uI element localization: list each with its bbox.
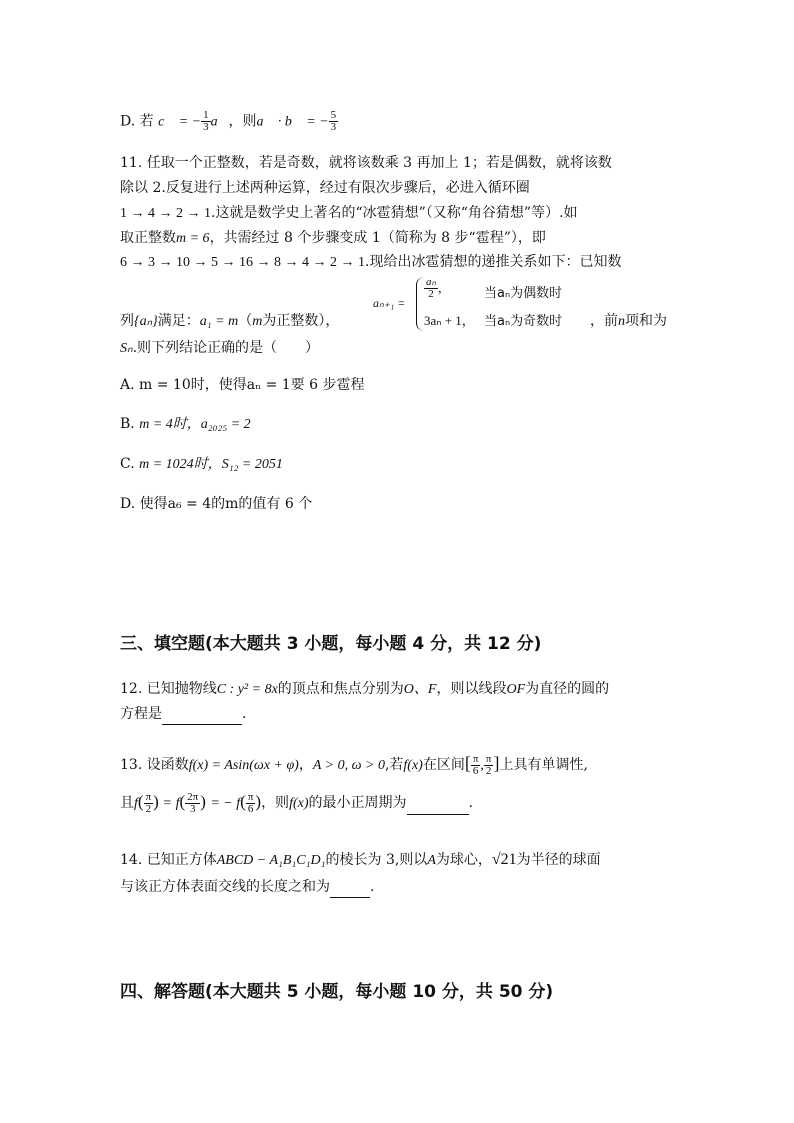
math-expr: a⃗ · b⃗ = − [256,114,329,130]
text: 列 [120,313,134,329]
q11-line2: 除以 2.反复进行上述两种运算，经过有限次步骤后，必进入循环圈 [120,180,530,196]
text: 方程是 [120,706,162,722]
answer-blank[interactable] [162,710,242,725]
math-expr: = [163,796,172,811]
text: 的最小正周期为 [308,795,407,811]
text: ，则以线段 [436,681,507,697]
recurrence-cond-2: 当aₙ为奇数时 [484,314,563,329]
recurrence-case-2: 3aₙ + 1， [424,313,475,328]
text: 14. 已知正方体 [120,852,217,868]
math-expr: f [134,796,138,811]
option-label: D. 若 [120,113,154,130]
fraction-denominator: 3 [330,121,337,133]
fraction-denominator: 2 [485,764,492,777]
fraction-numerator: π [472,752,479,765]
math-expr: m [252,314,263,329]
fraction-numerator: 2π [187,790,199,803]
section-4-heading: 四、解答题(本大题共 5 小题，每小题 10 分，共 50 分) [120,982,554,1002]
math-expr: S₁₂ = 2051 [221,457,283,472]
math-expr: 6 → 3 → 10 → 5 → 16 → 8 → 4 → 2 → 1 [120,255,365,270]
text: ， [437,281,450,295]
text: .现给出冰雹猜想的递推关系如下：已知数 [365,254,622,270]
text: . [242,706,247,722]
math-expr: f(x) = Asin(ωx + φ) [188,758,299,773]
q14-line2 [120,876,374,898]
fraction-numerator: 1 [203,109,209,121]
q13-line1: 13. 设函数f(x) = Asin(ωx + φ)，A > 0, ω > 0,若f(x)在区间[ $\frac{\pi}{6}$ , $\frac{\pi}{2}$ ]上具有单调性, [120,752,588,777]
math-expr: O、F [403,682,437,697]
text: 13. 设函数 [120,757,189,773]
bracket: [ [464,753,471,773]
text: 满足： [157,313,200,329]
text: 为半径的球面 [516,852,601,868]
fraction [246,792,256,815]
q11-line6 [120,310,339,333]
q12-line1 [120,678,609,701]
text: .这就是数学史上著名的“冰雹猜想”（又称“角谷猜想”等）.如 [211,205,578,221]
math-expr: f [175,796,180,811]
text: 上具有单调性, [499,757,588,773]
bracket: ] [493,753,500,773]
fraction-numerator: π [247,790,254,803]
q14-line1 [120,849,601,872]
text: 取正整数 [120,230,176,246]
math-expr: m = 1024时， [139,457,222,472]
q10-option-d [120,110,338,134]
fraction-numerator: aₙ [426,276,436,288]
math-expr: OF [506,682,526,697]
math-expr: ABCD − A₁B₁C₁D₁ [216,853,326,868]
math-expr: m = 6 [176,231,210,246]
fraction [329,110,339,133]
section-3-heading: 三、填空题(本大题共 3 小题，每小题 4 分，共 12 分) [120,634,542,654]
text: 为正整数）， [262,313,340,329]
q11-option-b [120,413,251,436]
math-expr: A [427,853,436,868]
text: 12. 已知抛物线 [120,681,217,697]
text: . [468,795,473,811]
fraction-denominator: 6 [472,764,479,777]
q11-line7 [120,337,319,360]
q11-line3 [120,202,578,225]
fraction-denominator: 3 [203,121,209,133]
math-expr: A > 0, ω > 0 [312,758,385,773]
q11-option-c [120,453,283,476]
fraction-denominator: 2 [428,288,434,300]
text: 在区间 [422,757,465,773]
math-expr: 1 → 4 → 2 → 1 [120,206,211,221]
option-label: C. [120,456,140,472]
math-expr: √21 [491,851,517,868]
recurrence-cond-1: 当aₙ为偶数时 [484,286,563,301]
q12-line2 [120,703,246,725]
q11-line5 [120,251,621,274]
text: 为球心， [435,852,492,868]
text: （ [238,313,253,329]
answer-blank[interactable] [330,883,370,898]
text: ，前 [590,313,618,329]
text: 与该正方体表面交线的长度之和为 [120,879,330,895]
fraction [144,792,154,815]
math-expr: f(x) [289,796,309,811]
text: .则下列结论正确的是（ ） [132,340,320,356]
text: 为直径的圆的 [525,681,610,697]
text: ，则 [228,113,257,130]
q13-line2: 且f( $\frac{\pi}{2}$ ) = f( $\frac{2\pi}{3}$ ) = − f( $\frac{\pi}{6}$ )，则f(x)的最小正周期为 . [120,790,473,815]
answer-blank[interactable] [407,800,469,815]
math-expr: c⃗ = − [158,114,202,130]
text: ，则 [261,795,290,811]
fraction [201,110,211,133]
math-expr: f(x) [403,758,423,773]
q11-line6-tail [590,310,667,333]
fraction-denominator: 2 [145,802,152,815]
math-expr: {aₙ} [134,314,158,329]
text: 项和为 [625,313,667,329]
text: ，共需经过 8 个步骤变成 1（简称为 8 步“雹程”），即 [209,230,546,246]
option-label: B. [120,416,140,432]
recurrence-lhs: aₙ₊₁ = [373,296,406,310]
math-expr: C : y² = 8x [216,682,278,697]
text: . [370,879,375,895]
math-expr: a₁ = m [199,314,239,329]
q11-option-a: A. m = 10时，使得aₙ = 1要 6 步雹程 [120,377,365,393]
q11-option-d: D. 使得a₆ = 4的m的值有 6 个 [120,496,313,512]
math-expr: n [618,314,625,329]
text: 且 [120,795,134,811]
fraction [471,754,481,777]
math-expr: a⃗ [210,114,229,130]
text: ， [298,757,313,773]
math-expr: m = 4时， [139,417,201,432]
q11-line4 [120,227,546,250]
math-expr: a₂₀₂₅ = 2 [200,417,251,432]
fraction-denominator: 3 [189,802,196,815]
fraction-denominator: 6 [247,802,254,815]
math-expr: Sₙ [120,341,133,356]
text: 的顶点和焦点分别为 [277,681,404,697]
fraction-numerator: π [145,790,152,803]
fraction [424,277,438,300]
q11-line1: 11. 任取一个正整数，若是奇数，就将该数乘 3 再加上 1；若是偶数，就将该数 [120,155,612,171]
text: ,若 [384,757,404,773]
fraction-numerator: 5 [330,109,337,121]
math-expr: = − f [210,796,241,811]
fraction-numerator: π [485,752,492,765]
fraction [185,792,200,815]
text: 的棱长为 3,则以 [325,852,428,868]
recurrence-case-1 [424,277,450,300]
